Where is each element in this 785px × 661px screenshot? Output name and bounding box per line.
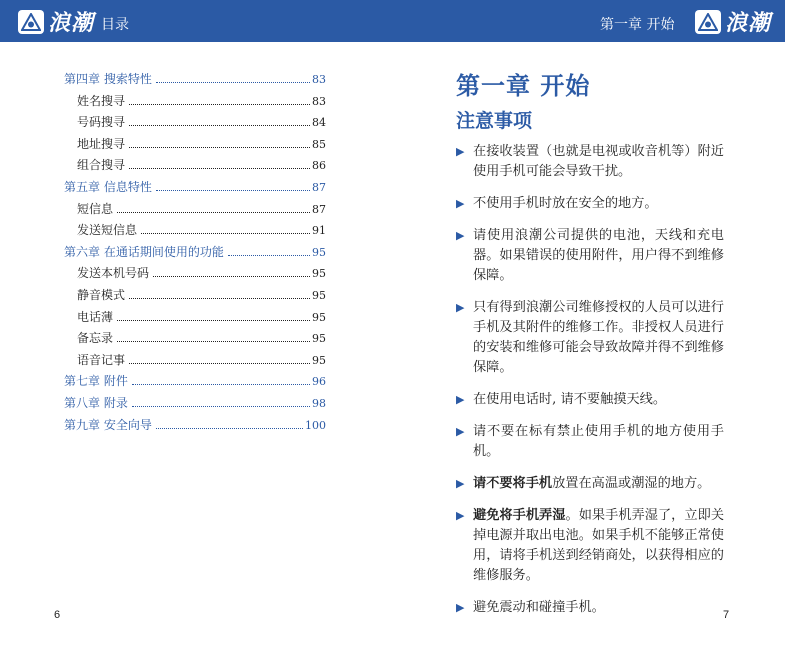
toc-page-number: 96: [312, 375, 326, 389]
toc-section-entry[interactable]: [64, 264, 326, 286]
triangle-bullet-icon: ▶: [456, 197, 465, 210]
triangle-bullet-icon: ▶: [456, 301, 465, 314]
toc-section-entry[interactable]: [64, 156, 326, 178]
precaution-item: [456, 422, 724, 462]
toc-section-entry[interactable]: [64, 351, 326, 373]
toc-section-entry[interactable]: [64, 92, 326, 114]
toc-leader-dots: [153, 276, 310, 277]
toc-section-entry[interactable]: [64, 200, 326, 222]
precaution-body: 。如果手机弄湿了，立即关掉电源并取出电池。如果手机不能够正常使用，请将手机送到经销商处，以获得相应的维修服务。: [473, 508, 725, 583]
toc-entry-label: 发送短信息: [77, 223, 138, 238]
precaution-text: [473, 422, 724, 462]
toc-chapter-entry[interactable]: [64, 394, 326, 416]
toc-entry-label: 地址搜寻: [77, 136, 126, 151]
precaution-text: [473, 474, 724, 494]
toc-chapter-entry[interactable]: [64, 70, 326, 92]
triangle-bullet-icon: ▶: [456, 477, 465, 490]
toc-page-number: 98: [312, 396, 326, 410]
toc-entry-label: 第四章 搜索特性: [64, 72, 152, 86]
toc-entry-label: 第七章 附件: [64, 374, 128, 389]
toc-entry-label: 姓名搜寻: [77, 93, 126, 108]
toc-entry-label: 号码搜寻: [77, 115, 126, 130]
toc-leader-dots: [129, 298, 310, 299]
precautions-list: [456, 142, 724, 630]
toc-entry-label: 电话薄: [77, 309, 114, 324]
toc-section-entry[interactable]: [64, 329, 326, 351]
toc-section-entry[interactable]: [64, 286, 326, 308]
toc-entry-label: 备忘录: [77, 331, 114, 346]
toc-entry-label: 第六章 在通话期间使用的功能: [64, 244, 224, 259]
precaution-item: [456, 226, 724, 286]
precaution-text: [473, 506, 724, 586]
toc-page-number: 84: [312, 116, 326, 130]
toc-section-entry[interactable]: [64, 221, 326, 243]
triangle-bullet-icon: ▶: [456, 393, 465, 406]
precaution-emphasis: 避免将手机弄湿: [473, 508, 566, 523]
toc-leader-dots: [129, 104, 310, 105]
toc-entry-label: 静音模式: [77, 287, 126, 302]
toc-page-number: 95: [312, 332, 326, 346]
toc-section-entry[interactable]: [64, 308, 326, 330]
triangle-bullet-icon: ▶: [456, 425, 465, 438]
chapter-title: 第一章 开始: [456, 71, 591, 100]
toc-page-number: 87: [312, 202, 326, 216]
toc-page-number: 95: [312, 310, 326, 324]
toc-page-number: 95: [312, 288, 326, 302]
toc-leader-dots: [156, 190, 310, 191]
toc-page-number: 83: [312, 94, 326, 108]
toc-leader-dots: [156, 82, 310, 83]
toc-chapter-entry[interactable]: [64, 416, 326, 438]
toc-page-number: 100: [305, 418, 326, 432]
toc-leader-dots: [129, 125, 310, 126]
toc-leader-dots: [228, 255, 310, 256]
page-header: [0, 0, 785, 42]
toc-page-number: 95: [312, 245, 326, 259]
brand-name: 浪潮: [48, 10, 95, 36]
precaution-text: [473, 598, 724, 618]
precaution-text: [473, 194, 724, 214]
toc-leader-dots: [132, 406, 310, 407]
precaution-body: 放置在高温或潮湿的地方。: [552, 476, 711, 491]
precaution-body: 只有得到浪潮公司维修授权的人员可以进行手机及其附件的维修工作。非授权人员进行的安装和维修可能会导致故障并得不到维修保障。: [473, 300, 724, 375]
precaution-item: [456, 390, 724, 410]
section-title: 注意事项: [456, 110, 533, 132]
toc-section-entry[interactable]: [64, 135, 326, 157]
precaution-text: [473, 142, 724, 182]
toc-entry-label: 第九章 安全向导: [64, 417, 152, 432]
page-number-right: 7: [723, 609, 730, 621]
precaution-item: [456, 598, 724, 618]
precaution-body: 避免震动和碰撞手机。: [473, 600, 605, 615]
precaution-item: [456, 142, 724, 182]
logo-icon: [18, 10, 44, 34]
toc-leader-dots: [132, 384, 310, 385]
logo-icon: [695, 10, 721, 34]
triangle-bullet-icon: ▶: [456, 229, 465, 242]
page-number-left: 6: [54, 609, 61, 621]
toc-leader-dots: [117, 341, 310, 342]
brand-name: 浪潮: [724, 10, 771, 36]
toc-page-number: 95: [312, 267, 326, 281]
precaution-item: [456, 298, 724, 378]
toc-leader-dots: [129, 363, 310, 364]
toc-page-number: 85: [312, 137, 326, 151]
toc-entry-label: 发送本机号码: [77, 266, 150, 281]
precaution-body: 在使用电话时, 请不要触摸天线。: [473, 392, 667, 407]
toc-leader-dots: [156, 428, 303, 429]
triangle-bullet-icon: ▶: [456, 145, 465, 158]
toc-page-number: 91: [312, 224, 326, 238]
precaution-item: [456, 506, 724, 586]
toc-entry-label: 短信息: [77, 201, 114, 216]
toc-entry-label: 组合搜寻: [77, 158, 126, 173]
precaution-body: 不使用手机时放在安全的地方。: [473, 196, 658, 211]
toc-chapter-entry[interactable]: [64, 243, 326, 265]
toc-entry-label: 第五章 信息特性: [64, 179, 152, 194]
toc-chapter-entry[interactable]: [64, 372, 326, 394]
toc-chapter-entry[interactable]: [64, 178, 326, 200]
toc-entry-label: 第八章 附录: [64, 395, 128, 410]
triangle-bullet-icon: ▶: [456, 509, 465, 522]
precaution-body: 请不要在标有禁止使用手机的地方使用手机。: [473, 424, 724, 459]
precaution-text: [473, 298, 724, 378]
precaution-emphasis: 请不要将手机: [473, 476, 553, 491]
header-toc-label: 目录: [101, 17, 129, 33]
precaution-body: 在接收装置（也就是电视或收音机等）附近使用手机可能会导致干扰。: [473, 144, 724, 179]
precaution-item: [456, 194, 724, 214]
precaution-text: [473, 390, 724, 410]
toc-page-number: 87: [312, 180, 326, 194]
precaution-item: [456, 474, 724, 494]
toc-leader-dots: [117, 212, 310, 213]
toc-leader-dots: [129, 147, 310, 148]
toc-entry-label: 语音记事: [77, 352, 126, 367]
triangle-bullet-icon: ▶: [456, 601, 465, 614]
toc-page-number: 86: [312, 159, 326, 173]
header-chapter-label: 第一章 开始: [600, 17, 675, 33]
toc-leader-dots: [141, 233, 310, 234]
brand-logo-left: [18, 6, 94, 37]
precaution-text: [473, 226, 724, 286]
precaution-body: 请使用浪潮公司提供的电池，天线和充电器。如果错误的使用附件，用户得不到维修保障。: [473, 228, 724, 283]
toc-page-number: 95: [312, 353, 326, 367]
brand-logo-right: [695, 6, 771, 37]
toc-page-number: 83: [312, 73, 326, 86]
table-of-contents: [64, 70, 326, 437]
toc-section-entry[interactable]: [64, 113, 326, 135]
toc-leader-dots: [129, 168, 310, 169]
toc-leader-dots: [117, 320, 310, 321]
